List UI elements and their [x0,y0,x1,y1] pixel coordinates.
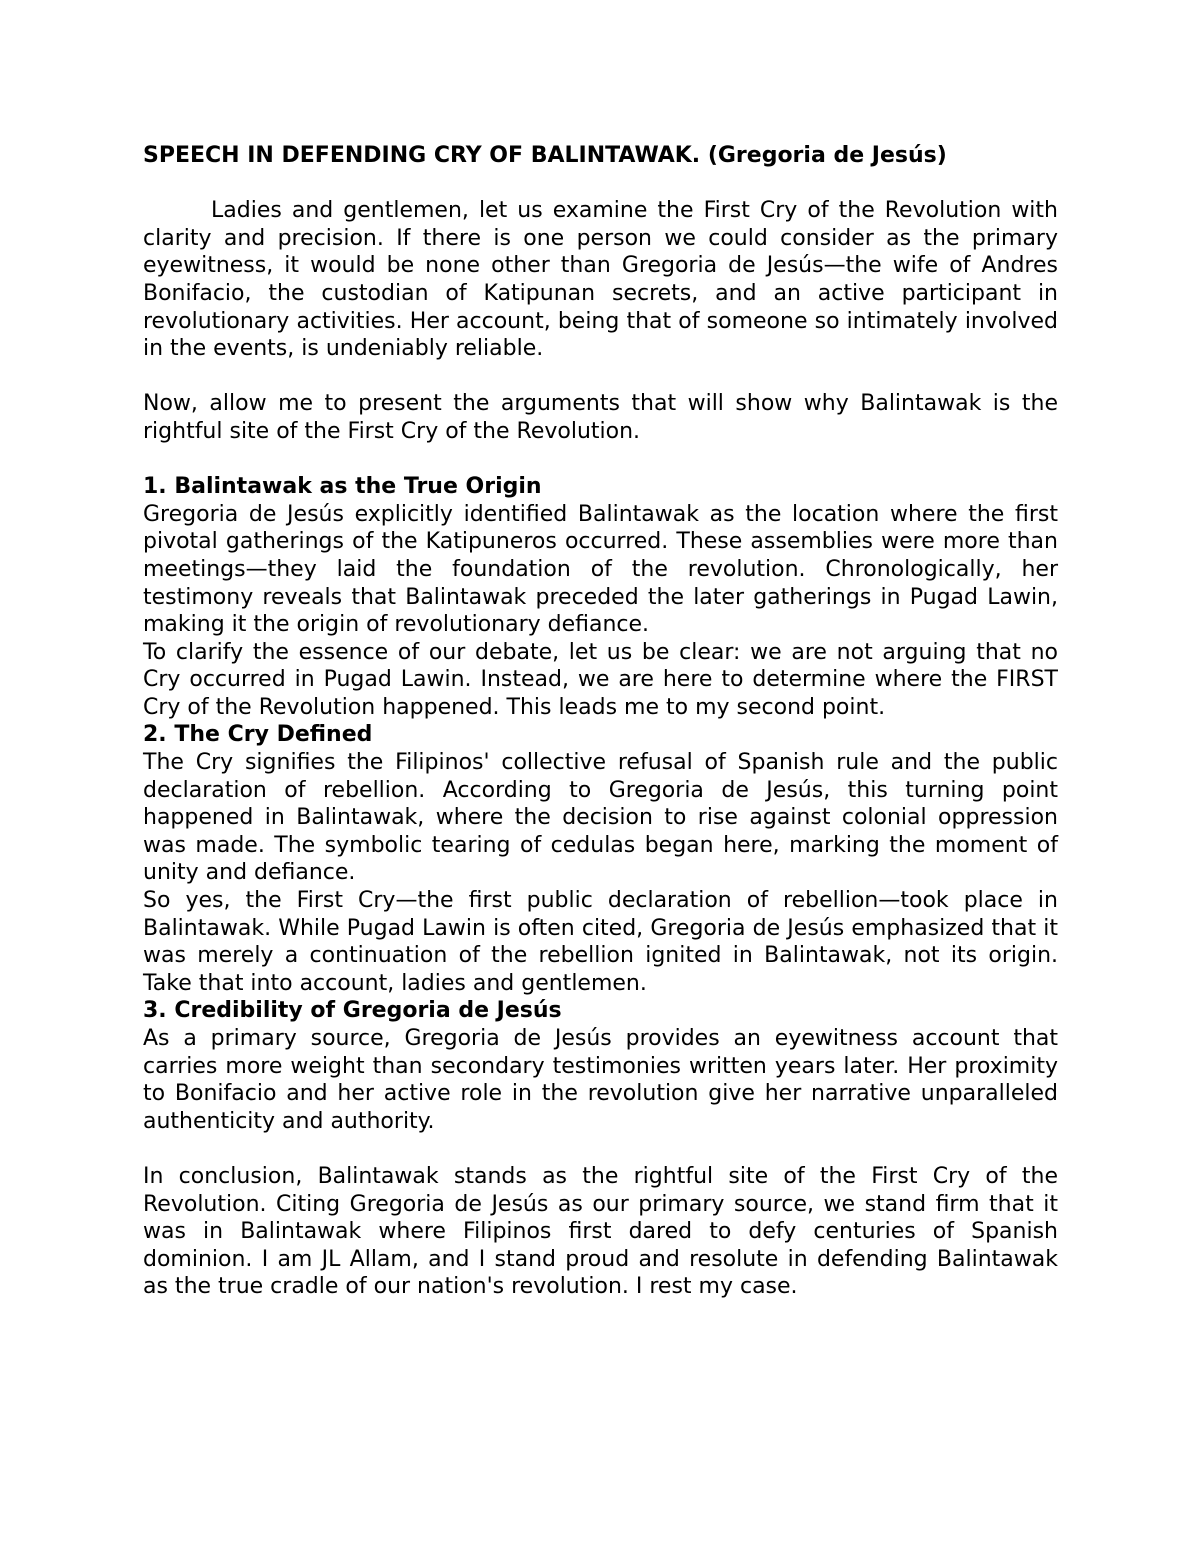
section-paragraph: So yes, the First Cry—the first public declaration of rebellion—took place in Balintawak. While Pugad Lawin is often cited, Gregoria de Jesús emphasized that it was merely a continuation of the rebellion ignited in Balintawak, not its origin. Take that into account, ladies and gentlemen. [143,888,1058,996]
section-heading-cry-defined: 2. The Cry Defined [143,722,373,748]
document-title: SPEECH IN DEFENDING CRY OF BALINTAWAK. (Gregoria de Jesús) [143,143,947,168]
transition-paragraph: Now, allow me to present the arguments that will show why Balintawak is the rightful site of the First Cry of the Revolution. [143,391,1058,444]
section-heading-true-origin: 1. Balintawak as the True Origin [143,474,542,500]
section-paragraph: To clarify the essence of our debate, let us be clear: we are not arguing that no Cry occurred in Pugad Lawin. Instead, we are here to determine where the FIRST Cry of the Revolution happened. This leads me to my second point. [143,639,1058,720]
document-page [143,142,1058,1301]
intro-paragraph: Ladies and gentlemen, let us examine the First Cry of the Revolution with clarity and precision. If there is one person we could consider as the primary eyewitness, it would be none other than Gregoria de Jesús—the wife of Andres Bonifacio, the custodian of Katipunan secrets, and an active participant in revolutionary activities. Her account, being that of someone so intimately involved in the events, is undeniably reliable. [143,198,1058,362]
section-paragraph: The Cry signifies the Filipinos' collective refusal of Spanish rule and the public declaration of rebellion. According to Gregoria de Jesús, this turning point happened in Balintawak, where the decision to rise against colonial oppression was made. The symbolic tearing of cedulas began here, marking the moment of unity and defiance. [143,750,1058,886]
section-paragraph: Gregoria de Jesús explicitly identified Balintawak as the location where the first pivotal gatherings of the Katipuneros occurred. These assemblies were more than meetings—they laid the foundation of the revolution. Chronologically, her testimony reveals that Balintawak preceded the later gatherings in Pugad Lawin, making it the origin of revolutionary defiance. [143,501,1058,638]
conclusion-paragraph: In conclusion, Balintawak stands as the rightful site of the First Cry of the Revolution. Citing Gregoria de Jesús as our primary source, we stand firm that it was in Balintawak where Filipinos first dared to defy centuries of Spanish dominion. I am JL Allam, and I stand proud and resolute in defending Balintawak as the true cradle of our nation's revolution. I rest my case. [143,1163,1058,1300]
section-heading-credibility: 3. Credibility of Gregoria de Jesús [143,998,562,1024]
section-paragraph: As a primary source, Gregoria de Jesús provides an eyewitness account that carries more weight than secondary testimonies written years later. Her proximity to Bonifacio and her active role in the revolution give her narrative unparalleled authenticity and authority. [143,1026,1058,1134]
